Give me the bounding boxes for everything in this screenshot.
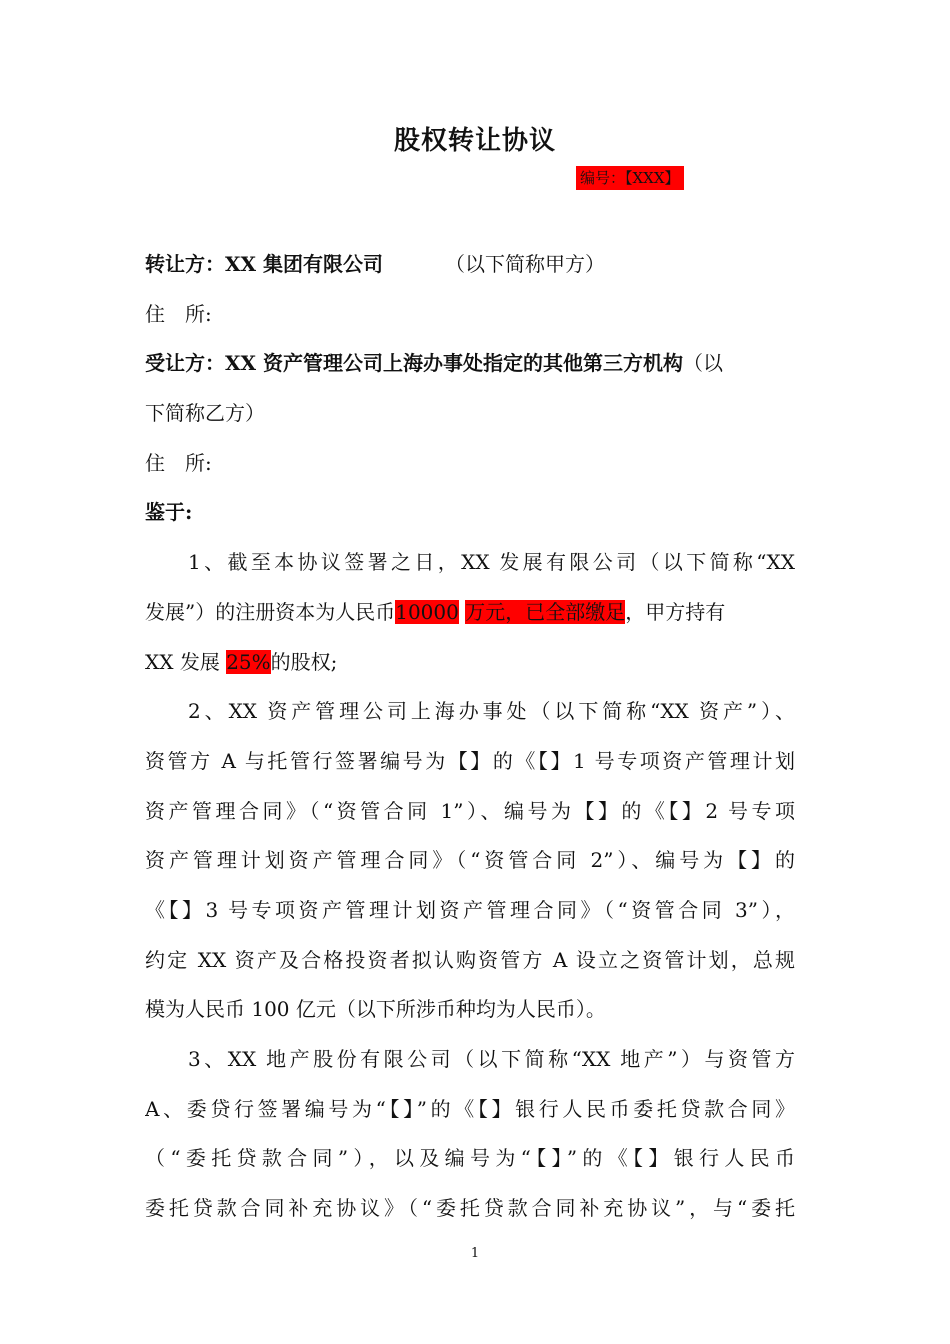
transferee-line (145, 339, 795, 389)
transferee-name: XX 资产管理公司上海办事处指定的其他第三方机构 (225, 351, 683, 376)
transferor-alias: （以下简称甲方） (445, 252, 605, 276)
transferee-label: 受让方： (145, 351, 225, 376)
clause3-line: 3、XX 地产股份有限公司（以下简称“XX 地产”）与资管方 (188, 1047, 795, 1071)
document-body (145, 240, 795, 1234)
transferor-line (145, 240, 795, 290)
clause3-line: 委托贷款合同补充协议》（“委托贷款合同补充协议”，与“委托 (145, 1196, 795, 1221)
whereas-heading: 鉴于: (145, 500, 193, 525)
clause2-line: 资产管理合同》（“资管合同 1”）、编号为【】的《【】2 号专项 (145, 798, 795, 823)
clause2-line: 2、XX 资产管理公司上海办事处（以下简称“XX 资产”）、 (188, 699, 795, 724)
clause2-line: 资产管理计划资产管理合同》（“资管合同 2”）、编号为【】的 (145, 848, 795, 873)
transferor-name: XX 集团有限公司 (225, 252, 383, 276)
clause1-line3-a: XX 发展 (145, 649, 220, 674)
clause1-line2-a: 发展”）的注册资本为人民币 (145, 599, 396, 624)
transferor-address: 住 所: (145, 301, 212, 326)
clause2-line: 模为人民币 100 亿元（以下所涉币种均为人民币）。 (145, 997, 606, 1022)
document-title: 股权转让协议 (393, 126, 556, 156)
clause3-line: A、委贷行签署编号为“【】”的《【】银行人民币委托贷款合同》 (145, 1096, 795, 1121)
document-number: 编号：【XXX】 (576, 166, 684, 190)
clause2-line: 资管方 A 与托管行签署编号为【】的《【】1 号专项资产管理计划 (145, 748, 795, 773)
clause1-line1: 1、截至本协议签署之日，XX 发展有限公司（以下简称“XX (188, 550, 795, 575)
page-number: 1 (470, 1246, 480, 1261)
registered-capital-highlight: 10000 (395, 599, 459, 624)
clause3-line: （“委托贷款合同”），以及编号为“【】”的《【】银行人民币 (145, 1146, 795, 1171)
transferee-address: 住 所: (145, 450, 212, 475)
transferee-alias-start: （以 (683, 351, 723, 376)
transferee-alias-end: 下简称乙方） (145, 401, 265, 426)
clause1-line2 (145, 588, 795, 638)
paid-in-highlight: 万元，已全部缴足 (465, 599, 626, 624)
clause1-line2-b: ，甲方持有 (625, 599, 726, 624)
equity-percent-highlight: 25% (226, 649, 271, 674)
clause1-line3-b: 的股权; (270, 649, 338, 674)
clause2-line: 《【】3 号专项资产管理计划资产管理合同》（“资管合同 3”）， (145, 897, 795, 922)
clause1-line3 (145, 638, 795, 688)
transferor-label: 转让方： (145, 252, 225, 276)
clause2-line: 约定 XX 资产及合格投资者拟认购资管方 A 设立之资管计划，总规 (145, 947, 795, 972)
